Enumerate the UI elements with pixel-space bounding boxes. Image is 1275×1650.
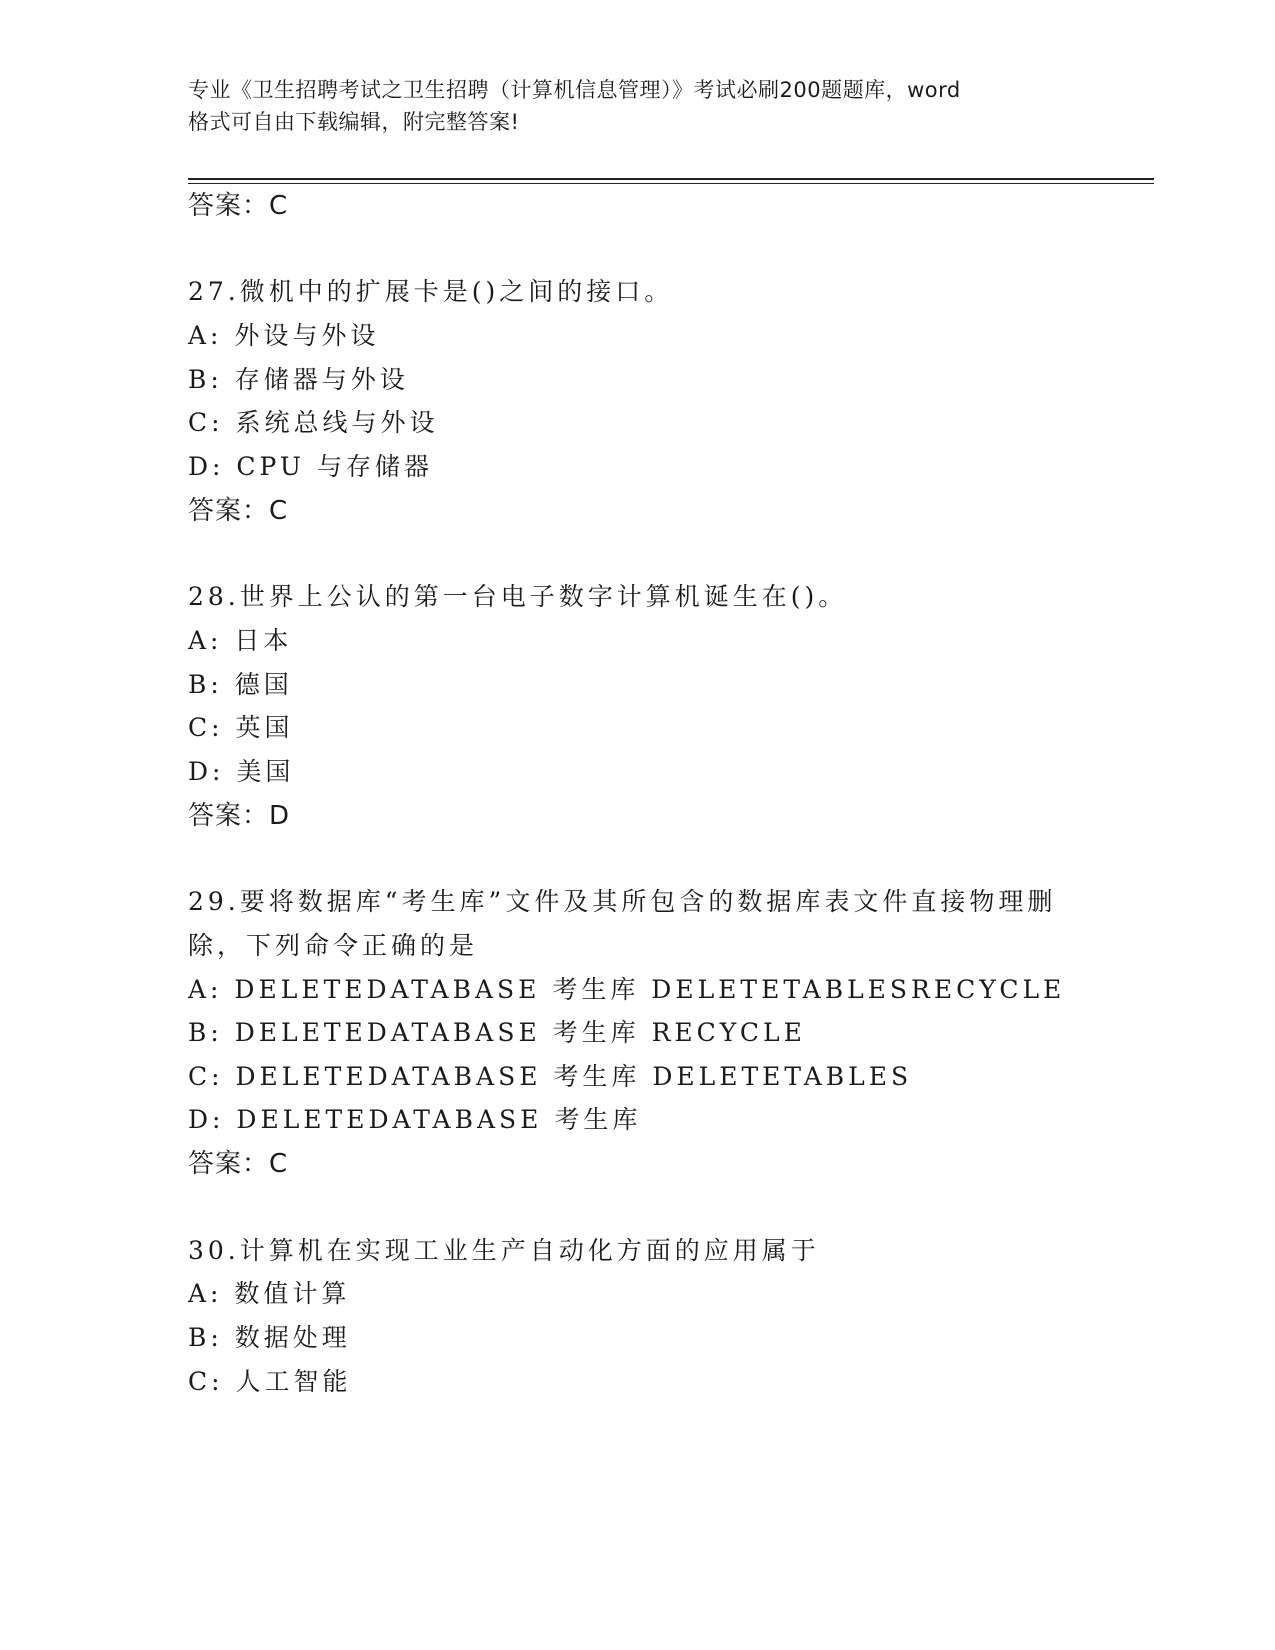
question-option: A: DELETEDATABASE 考生库 DELETETABLESRECYCLE xyxy=(188,975,1066,1004)
question-option: D: CPU 与存储器 xyxy=(188,452,433,481)
header-divider xyxy=(188,178,1154,180)
question-option: B: 德国 xyxy=(188,670,293,699)
question-option: D: DELETEDATABASE 考生库 xyxy=(188,1105,642,1134)
answer-line: 答案：C xyxy=(188,496,289,526)
header-line-2: 格式可自由下载编辑，附完整答案! xyxy=(188,110,520,134)
document-header xyxy=(188,74,1098,138)
answer-line: 答案：C xyxy=(188,1149,289,1179)
question-option: C: DELETEDATABASE 考生库 DELETETABLES xyxy=(188,1062,913,1091)
question-option: C: 人工智能 xyxy=(188,1367,352,1396)
question-option: A: 日本 xyxy=(188,626,293,655)
question-option: C: 系统总线与外设 xyxy=(188,408,439,437)
question-option: C: 英国 xyxy=(188,713,294,742)
question-stem: 29.要将数据库“考生库”文件及其所包含的数据库表文件直接物理删 xyxy=(188,887,1057,916)
answer-line: 答案：C xyxy=(188,191,289,221)
question-stem-continued: 除，下列命令正确的是 xyxy=(188,931,479,960)
question-option: B: DELETEDATABASE 考生库 RECYCLE xyxy=(188,1018,806,1047)
question-option: D: 美国 xyxy=(188,757,295,786)
header-divider-thin xyxy=(188,183,1154,184)
question-option: B: 存储器与外设 xyxy=(188,365,409,394)
header-line-1: 专业《卫生招聘考试之卫生招聘（计算机信息管理）》考试必刷200题题库，word xyxy=(188,78,961,102)
question-stem: 28.世界上公认的第一台电子数字计算机诞生在()。 xyxy=(188,582,848,611)
question-stem: 27.微机中的扩展卡是()之间的接口。 xyxy=(188,277,674,306)
question-option: A: 外设与外设 xyxy=(188,321,380,350)
answer-line: 答案：D xyxy=(188,801,291,831)
question-stem: 30.计算机在实现工业生产自动化方面的应用属于 xyxy=(188,1236,820,1265)
question-option: B: 数据处理 xyxy=(188,1323,351,1352)
question-option: A: 数值计算 xyxy=(188,1279,351,1308)
